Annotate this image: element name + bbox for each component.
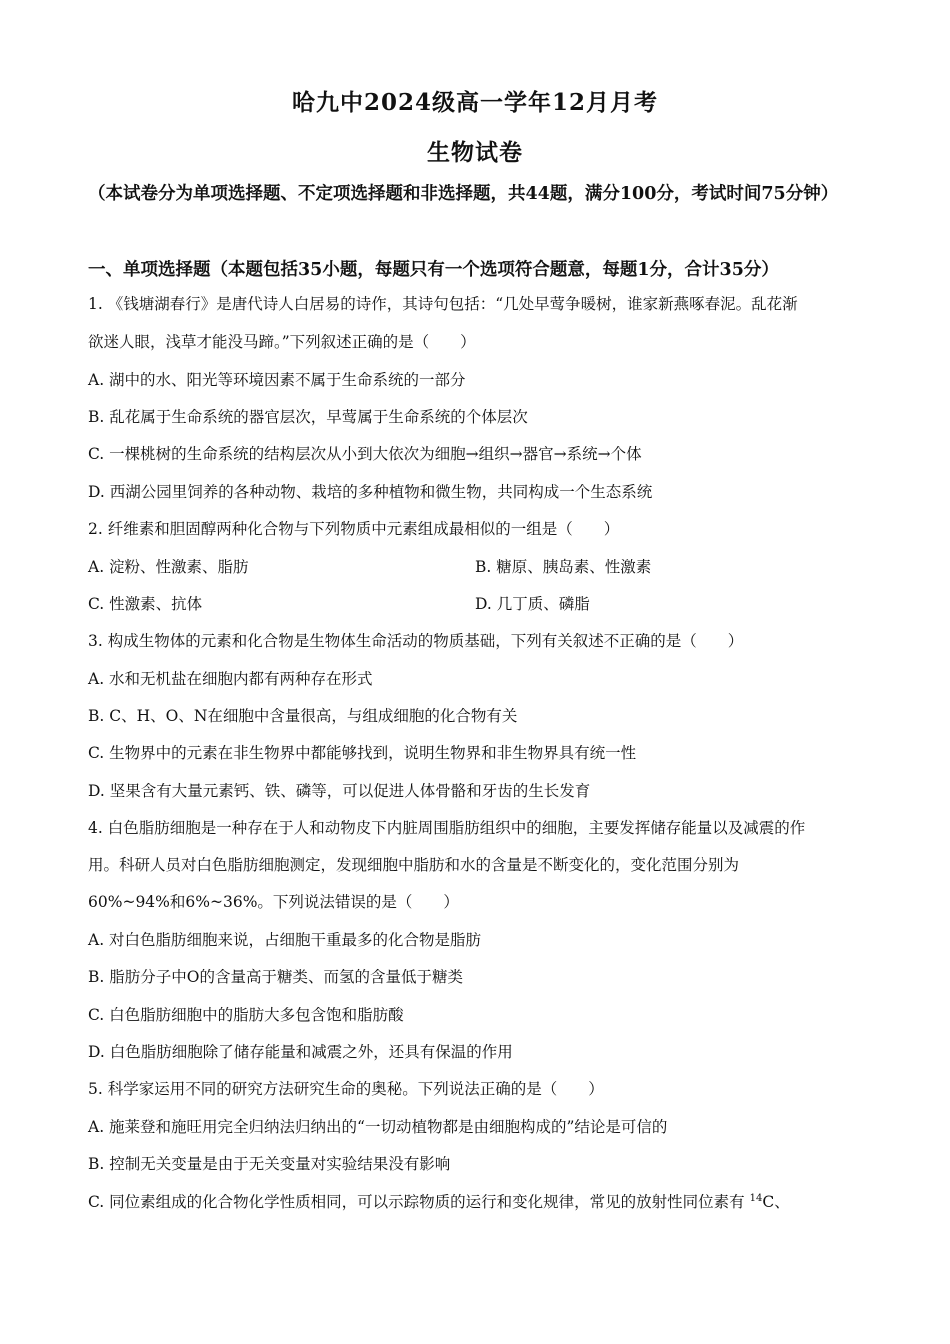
q2-stem: 2. 纤维素和胆固醇两种化合物与下列物质中元素组成最相似的一组是（ ）: [88, 520, 620, 538]
q5-option-b: B. 控制无关变量是由于无关变量对实验结果没有影响: [88, 1155, 451, 1173]
q2-option-c: C. 性激素、抗体: [88, 595, 203, 613]
q2-option-a: A. 淀粉、性激素、脂肪: [88, 558, 249, 576]
q3-option-d: D. 坚果含有大量元素钙、铁、磷等，可以促进人体骨骼和牙齿的生长发育: [88, 782, 591, 800]
exam-subject: 生物试卷: [427, 139, 523, 166]
q3-option-b: B. C、H、O、N在细胞中含量很高，与组成细胞的化合物有关: [88, 707, 518, 725]
section-heading: 一、单项选择题（本题包括35小题，每题只有一个选项符合题意，每题1分，合计35分）: [88, 260, 779, 280]
q4-option-c: C. 白色脂肪细胞中的脂肪大多包含饱和脂肪酸: [88, 1006, 404, 1024]
q1-stem-line2: 欲迷人眼，浅草才能没马蹄。”下列叙述正确的是（ ）: [88, 333, 476, 351]
q1-option-c: C. 一棵桃树的生命系统的结构层次从小到大依次为细胞→组织→器官→系统→个体: [88, 445, 642, 463]
exam-title: 哈九中2024级高一学年12月月考: [291, 89, 659, 116]
q1-option-a: A. 湖中的水、阳光等环境因素不属于生命系统的一部分: [88, 371, 466, 389]
q2-option-b: B. 糖原、胰岛素、性激素: [475, 558, 652, 576]
q4-stem-line2: 用。科研人员对白色脂肪细胞测定，发现细胞中脂肪和水的含量是不断变化的，变化范围分别为: [88, 856, 740, 874]
q5-option-c-tail: C、: [762, 1193, 790, 1211]
q4-option-d: D. 白色脂肪细胞除了储存能量和减震之外，还具有保温的作用: [88, 1043, 513, 1061]
q3-option-c: C. 生物界中的元素在非生物界中都能够找到，说明生物界和非生物界具有统一性: [88, 744, 637, 762]
q5-option-a: A. 施莱登和施旺用完全归纳法归纳出的“一切动植物都是由细胞构成的”结论是可信的: [88, 1118, 668, 1136]
q4-stem-line1: 4. 白色脂肪细胞是一种存在于人和动物皮下内脏周围脂肪组织中的细胞，主要发挥储存能量以及减震的作: [88, 819, 806, 837]
exam-instructions: （本试卷分为单项选择题、不定项选择题和非选择题，共44题，满分100分，考试时间75分钟）: [88, 184, 839, 204]
q5-option-c: [88, 1190, 790, 1212]
q4-option-b: B. 脂肪分子中O的含量高于糖类、而氢的含量低于糖类: [88, 968, 463, 986]
q1-option-d: D. 西湖公园里饲养的各种动物、栽培的多种植物和微生物，共同构成一个生态系统: [88, 483, 653, 501]
q4-stem-line3: 60%~94%和6%~36%。下列说法错误的是（ ）: [88, 893, 459, 911]
q5-option-c-text: C. 同位素组成的化合物化学性质相同，可以示踪物质的运行和变化规律，常见的放射性同位素有: [88, 1193, 745, 1211]
q4-option-a: A. 对白色脂肪细胞来说，占细胞干重最多的化合物是脂肪: [88, 931, 482, 949]
q1-option-b: B. 乱花属于生命系统的器官层次，早莺属于生命系统的个体层次: [88, 408, 528, 426]
q5-option-c-isotope-mass: 14: [749, 1192, 763, 1204]
q2-option-d: D. 几丁质、磷脂: [475, 595, 590, 613]
q3-option-a: A. 水和无机盐在细胞内都有两种存在形式: [88, 670, 373, 688]
q1-stem-line1: 1. 《钱塘湖春行》是唐代诗人白居易的诗作，其诗句包括：“几处早莺争暖树，谁家新燕啄春泥。乱花渐: [88, 295, 798, 313]
q3-stem: 3. 构成生物体的元素和化合物是生物体生命活动的物质基础，下列有关叙述不正确的是（ ）: [88, 632, 744, 650]
q5-stem: 5. 科学家运用不同的研究方法研究生命的奥秘。下列说法正确的是（ ）: [88, 1080, 604, 1098]
